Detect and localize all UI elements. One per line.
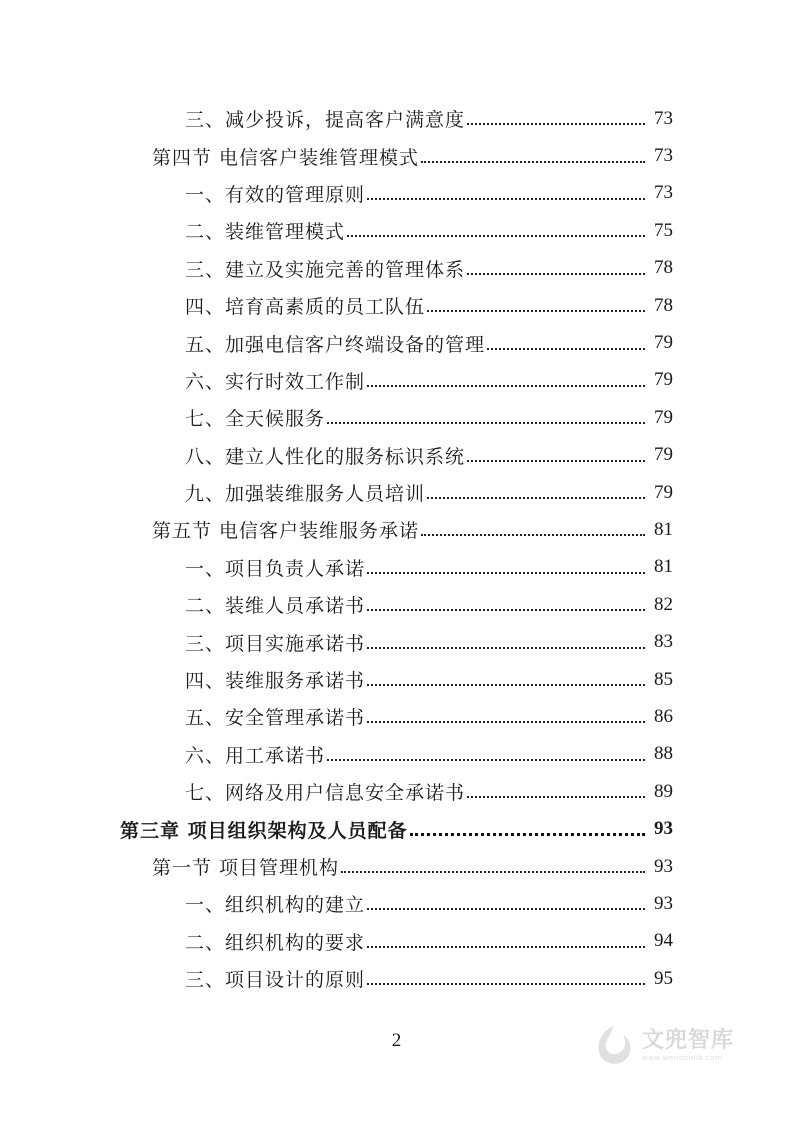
toc-entry-page-number: 79 [654,332,673,354]
dot-leader [421,147,645,166]
toc-entry-page-number: 79 [654,481,673,503]
watermark-text: 文兜智库 [642,1028,735,1053]
toc-entry-page-number: 88 [654,743,673,765]
page-number: 2 [391,1030,402,1051]
toc-entry-title: 三、建立及实施完善的管理体系 [185,258,466,281]
dot-leader [487,334,645,353]
dot-leader [367,371,645,390]
toc-entry-title: 五、安全管理承诺书 [185,707,366,730]
dot-leader [341,857,645,876]
toc-entry-title: 八、建立人性化的服务标识系统 [185,445,466,468]
toc-entry-item[interactable] [0,362,673,399]
toc-entry-title: 三、项目设计的原则 [185,969,366,992]
toc-entry-page-number: 73 [654,107,673,129]
toc-entry-title: 二、装维人员承诺书 [185,595,366,618]
dot-leader [347,221,645,240]
toc-entry-page-number: 86 [654,705,673,727]
toc-entry-page-number: 82 [654,593,673,615]
toc-entry-section[interactable] [0,137,673,174]
toc-entry-chapter[interactable] [0,810,673,847]
watermark-subtext: www.wendoulib.com [642,1054,723,1062]
dot-leader [367,707,645,726]
toc-entry-title: 三、减少投诉，提高客户满意度 [185,109,466,132]
toc-entry-item[interactable] [0,250,673,287]
toc-entry-title: 四、装维服务承诺书 [185,670,366,693]
watermark-logo [590,1018,760,1074]
dot-leader [467,782,645,801]
toc-entry-title: 五、加强电信客户终端设备的管理 [185,333,486,356]
toc-entry-title: 七、全天候服务 [185,408,326,431]
toc-entry-title: 二、组织机构的要求 [185,931,366,954]
toc-entry-section[interactable] [0,511,673,548]
dot-leader [410,820,645,839]
toc-entry-title: 第五节 电信客户装维服务承诺 [152,520,420,543]
toc-entry-title: 七、网络及用户信息安全承诺书 [185,782,466,805]
toc-entry-title: 六、实行时效工作制 [185,370,366,393]
toc-entry-page-number: 78 [654,257,673,279]
dot-leader [467,109,645,128]
toc-entry-item[interactable] [0,923,673,960]
toc-entry-page-number: 73 [654,145,673,167]
toc-entry-section[interactable] [0,848,673,885]
dot-leader [421,520,645,539]
toc-entry-item[interactable] [0,324,673,361]
dot-leader [367,969,645,988]
dot-leader [367,894,645,913]
toc-entry-page-number: 94 [654,930,673,952]
toc-entry-item[interactable] [0,175,673,212]
toc-entry-item[interactable] [0,474,673,511]
toc-entry-page-number: 81 [654,556,673,578]
toc-entry-item[interactable] [0,100,673,137]
toc-entry-item[interactable] [0,399,673,436]
toc-entry-item[interactable] [0,960,673,997]
toc-entry-title: 四、培育高素质的员工队伍 [185,296,426,319]
toc-entry-title: 一、项目负责人承诺 [185,557,366,580]
toc-entry-title: 九、加强装维服务人员培训 [185,483,426,506]
toc-entry-item[interactable] [0,212,673,249]
toc-entry-page-number: 89 [654,780,673,802]
toc-entry-page-number: 93 [654,818,673,840]
toc-entry-page-number: 79 [654,406,673,428]
toc-entry-item[interactable] [0,586,673,623]
toc-entry-item[interactable] [0,623,673,660]
toc-entry-title: 一、组织机构的建立 [185,894,366,917]
toc-entry-title: 三、项目实施承诺书 [185,632,366,655]
toc-entry-page-number: 85 [654,668,673,690]
toc-entry-title: 一、有效的管理原则 [185,183,366,206]
toc-entry-title: 第一节 项目管理机构 [152,857,340,879]
dot-leader [367,932,645,951]
toc-entry-page-number: 95 [654,967,673,989]
toc-entry-page-number: 93 [654,855,673,877]
toc-entry-item[interactable] [0,773,673,810]
toc-entry-title: 六、用工承诺书 [185,744,326,767]
toc-entry-title: 第三章 项目组织架构及人员配备 [120,819,408,842]
dot-leader [467,259,645,278]
logo-icon [590,1023,636,1069]
toc-entry-item[interactable] [0,437,673,474]
toc-entry-page-number: 83 [654,631,673,653]
toc-entry-item[interactable] [0,736,673,773]
toc-entry-title: 二、装维管理模式 [185,221,346,244]
dot-leader [367,670,645,689]
toc-entry-page-number: 79 [654,369,673,391]
dot-leader [427,483,645,502]
toc-entry-page-number: 73 [654,182,673,204]
toc-entry-page-number: 81 [654,518,673,540]
toc-entry-item[interactable] [0,698,673,735]
toc-entry-item[interactable] [0,661,673,698]
toc-entry-page-number: 93 [654,892,673,914]
dot-leader [367,558,645,577]
toc-entry-page-number: 78 [654,294,673,316]
table-of-contents [0,100,793,997]
dot-leader [467,446,645,465]
dot-leader [427,296,645,315]
dot-leader [367,595,645,614]
dot-leader [327,745,645,764]
dot-leader [327,408,645,427]
toc-entry-title: 第四节 电信客户装维管理模式 [152,146,420,169]
toc-entry-item[interactable] [0,885,673,922]
dot-leader [367,184,645,203]
dot-leader [367,633,645,652]
toc-entry-item[interactable] [0,287,673,324]
toc-entry-page-number: 79 [654,444,673,466]
toc-entry-item[interactable] [0,549,673,586]
toc-entry-page-number: 75 [654,219,673,241]
